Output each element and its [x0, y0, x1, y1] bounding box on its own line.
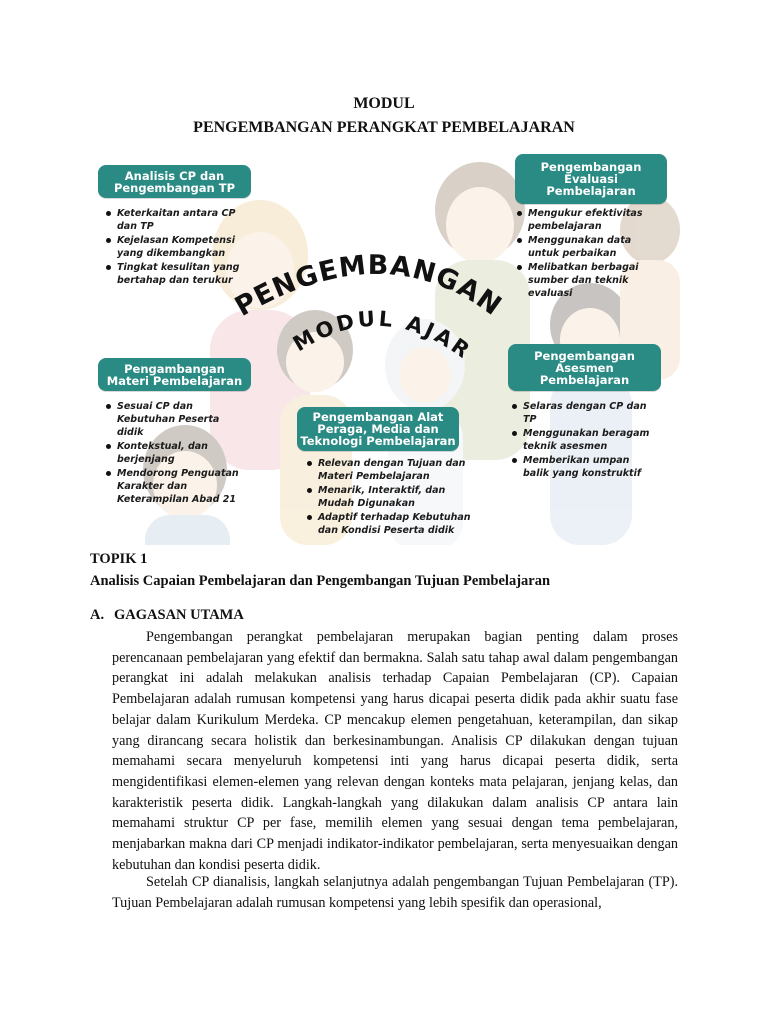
- section-heading-text: GAGASAN UTAMA: [114, 607, 244, 623]
- list-item: Menggunakan data untuk perbaikan: [515, 234, 675, 260]
- list-item: Menggunakan beragam teknik asesmen: [510, 427, 675, 453]
- list-item: Memberikan umpan balik yang konstruktif: [510, 454, 675, 480]
- paragraph: Setelah CP dianalisis, langkah selanjutnya adalah pengembangan Tujuan Pembelajaran (TP). Tujuan Pembelajaran adalah rumusan kompetensi yang lebih spesifik dan operasional,: [112, 874, 678, 911]
- section-letter: A.: [90, 607, 105, 623]
- infographic: [90, 150, 680, 545]
- list-item: Tingkat kesulitan yang bertahap dan terukur: [104, 261, 264, 287]
- list-item: Mengukur efektivitas pembelajaran: [515, 207, 675, 233]
- list-item: Kontekstual, dan berjenjang: [104, 440, 264, 466]
- paragraph: Pengembangan perangkat pembelajaran merupakan bagian penting dalam proses perencanaan pembelajaran yang efektif dan bermakna. Salah satu tahap awal dalam pengembangan perangkat ini adalah melakukan analisis terhadap Capaian Pembelajaran (CP). Capaian Pembelajaran adalah rumusan kompetensi yang harus dicapai peserta didik pada akhir suatu fase belajar dalam Kurikulum Merdeka. CP mencakup elemen pengetahuan, keterampilan, dan sikap yang dirancang secara holistik dan berkesinambungan. Analisis CP dilakukan dengan tujuan memahami secara menyeluruh kompetensi inti yang harus dicapai peserta didik, serta mengidentifikasi elemen-elemen yang relevan dengan konteks mata pelajaran, jenjang kelas, dan karakteristik peserta didik. Langkah-langkah yang dilakukan dalam analisis CP antara lain memahami struktur CP per fase, memilih elemen yang sesuai dengan tema pembelajaran, menjabarkan makna dari CP menjadi indikator-indikator pembelajaran, serta menyesuaikan dengan kebutuhan dan kondisi peserta didik.: [112, 629, 678, 873]
- box-title-analisis-cp: Analisis CP dan Pengembangan TP: [98, 165, 251, 198]
- box-list-analisis-cp: [104, 207, 264, 288]
- list-item: Relevan dengan Tujuan dan Materi Pembelajaran: [305, 457, 485, 483]
- center-title-line2: MODUL AJAR: [288, 306, 477, 365]
- box-title-evaluasi: Pengembangan Evaluasi Pembelajaran: [515, 154, 667, 204]
- topic-number: TOPIK 1: [90, 551, 148, 567]
- topic-title: Analisis Capaian Pembelajaran dan Pengembangan Tujuan Pembelajaran: [90, 573, 551, 589]
- section-heading: [90, 607, 244, 624]
- list-item: Menarik, Interaktif, dan Mudah Digunakan: [305, 484, 485, 510]
- box-list-materi: [104, 400, 264, 507]
- box-list-evaluasi: [515, 207, 675, 301]
- box-title-alat-peraga: Pengembangan Alat Peraga, Media dan Teknologi Pembelajaran: [297, 407, 459, 451]
- box-list-asesmen: [510, 400, 675, 481]
- box-title-asesmen: Pengembangan Asesmen Pembelajaran: [508, 344, 661, 391]
- document-subtitle: PENGEMBANGAN PERANGKAT PEMBELAJARAN: [193, 119, 575, 136]
- list-item: Sesuai CP dan Kebutuhan Peserta didik: [104, 400, 264, 439]
- list-item: Selaras dengan CP dan TP: [510, 400, 675, 426]
- list-item: Mendorong Penguatan Karakter dan Keterampilan Abad 21: [104, 467, 264, 506]
- document-title: MODUL: [353, 95, 415, 112]
- list-item: Melibatkan berbagai sumber dan teknik evaluasi: [515, 261, 675, 300]
- list-item: Kejelasan Kompetensi yang dikembangkan: [104, 234, 264, 260]
- list-item: Adaptif terhadap Kebutuhan dan Kondisi Peserta didik: [305, 511, 485, 537]
- list-item: Keterkaitan antara CP dan TP: [104, 207, 264, 233]
- box-title-materi: Pengambangan Materi Pembelajaran: [98, 358, 251, 391]
- center-title-line1: PENGEMBANGAN: [229, 249, 508, 323]
- box-list-alat-peraga: [305, 457, 485, 538]
